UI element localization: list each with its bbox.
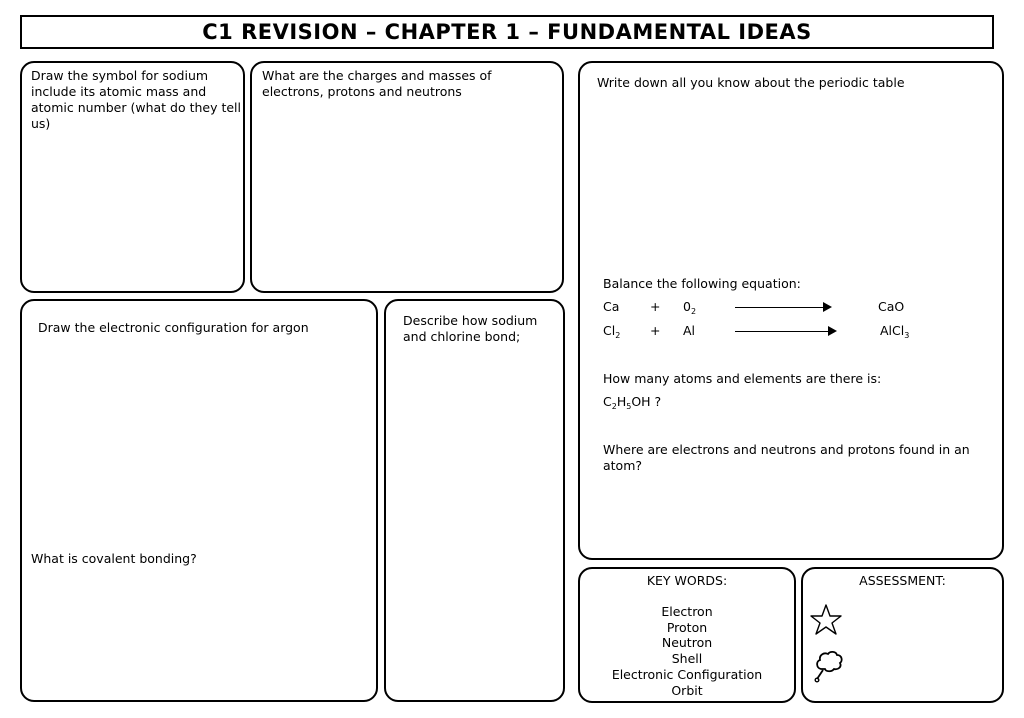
- eq1-reactant-2: $0_2$: [683, 299, 697, 316]
- assessment-box: [801, 567, 1004, 703]
- assessment-heading: ASSESSMENT:: [859, 573, 946, 588]
- star-icon[interactable]: [809, 603, 843, 637]
- thought-cloud-icon[interactable]: [813, 649, 845, 683]
- sodium-chlorine-prompt: Describe how sodium and chlorine bond;: [403, 313, 538, 344]
- atoms-question: How many atoms and elements are there is:: [603, 371, 882, 386]
- charges-masses-box[interactable]: [250, 61, 564, 293]
- equation-2: [580, 323, 1000, 343]
- key-word-item: Shell: [671, 651, 703, 667]
- sodium-symbol-prompt: Draw the symbol for sodium include its atomic mass and atomic number (what do they tell us): [31, 68, 241, 131]
- ethanol-formula: $C_2H_5OH$ ?: [603, 394, 662, 411]
- key-words-heading: KEY WORDS:: [646, 573, 728, 588]
- title-bar: [20, 15, 994, 49]
- eq1-reactant-1: Ca: [603, 299, 620, 314]
- eq2-plus: +: [650, 323, 661, 338]
- key-word-item: Neutron: [661, 635, 713, 651]
- page-title: C1 REVISION – CHAPTER 1 – FUNDAMENTAL IDEAS: [202, 20, 812, 44]
- eq2-product: AlCl$_3$: [880, 323, 910, 340]
- periodic-table-prompt: Write down all you know about the periodic table: [597, 75, 905, 90]
- particle-location-question: Where are electrons and neutrons and protons found in an atom?: [603, 442, 970, 473]
- key-words-list: [580, 604, 794, 698]
- eq1-product: CaO: [878, 299, 905, 314]
- key-word-item: Electronic Configuration: [611, 666, 763, 682]
- covalent-bonding-prompt: What is covalent bonding?: [31, 551, 197, 566]
- periodic-table-box[interactable]: [578, 61, 1004, 560]
- eq1-plus: +: [650, 299, 661, 314]
- balance-heading: Balance the following equation:: [603, 276, 801, 291]
- eq2-reactant-2: Al: [683, 323, 696, 338]
- argon-prompt: Draw the electronic configuration for argon: [38, 320, 309, 335]
- eq1-arrow-icon: [735, 307, 830, 308]
- key-words-box: [578, 567, 796, 703]
- sodium-symbol-box[interactable]: [20, 61, 245, 293]
- key-word-item: Orbit: [671, 682, 703, 698]
- eq2-reactant-1: $Cl_2$: [603, 323, 621, 340]
- key-word-item: Proton: [666, 619, 708, 635]
- sodium-chlorine-box[interactable]: [384, 299, 565, 702]
- eq2-arrow-icon: [735, 331, 835, 332]
- charges-masses-prompt: What are the charges and masses of electrons, protons and neutrons: [262, 68, 492, 99]
- key-word-item: Electron: [661, 604, 713, 619]
- argon-configuration-box[interactable]: [20, 299, 378, 702]
- equation-1: [580, 299, 1000, 319]
